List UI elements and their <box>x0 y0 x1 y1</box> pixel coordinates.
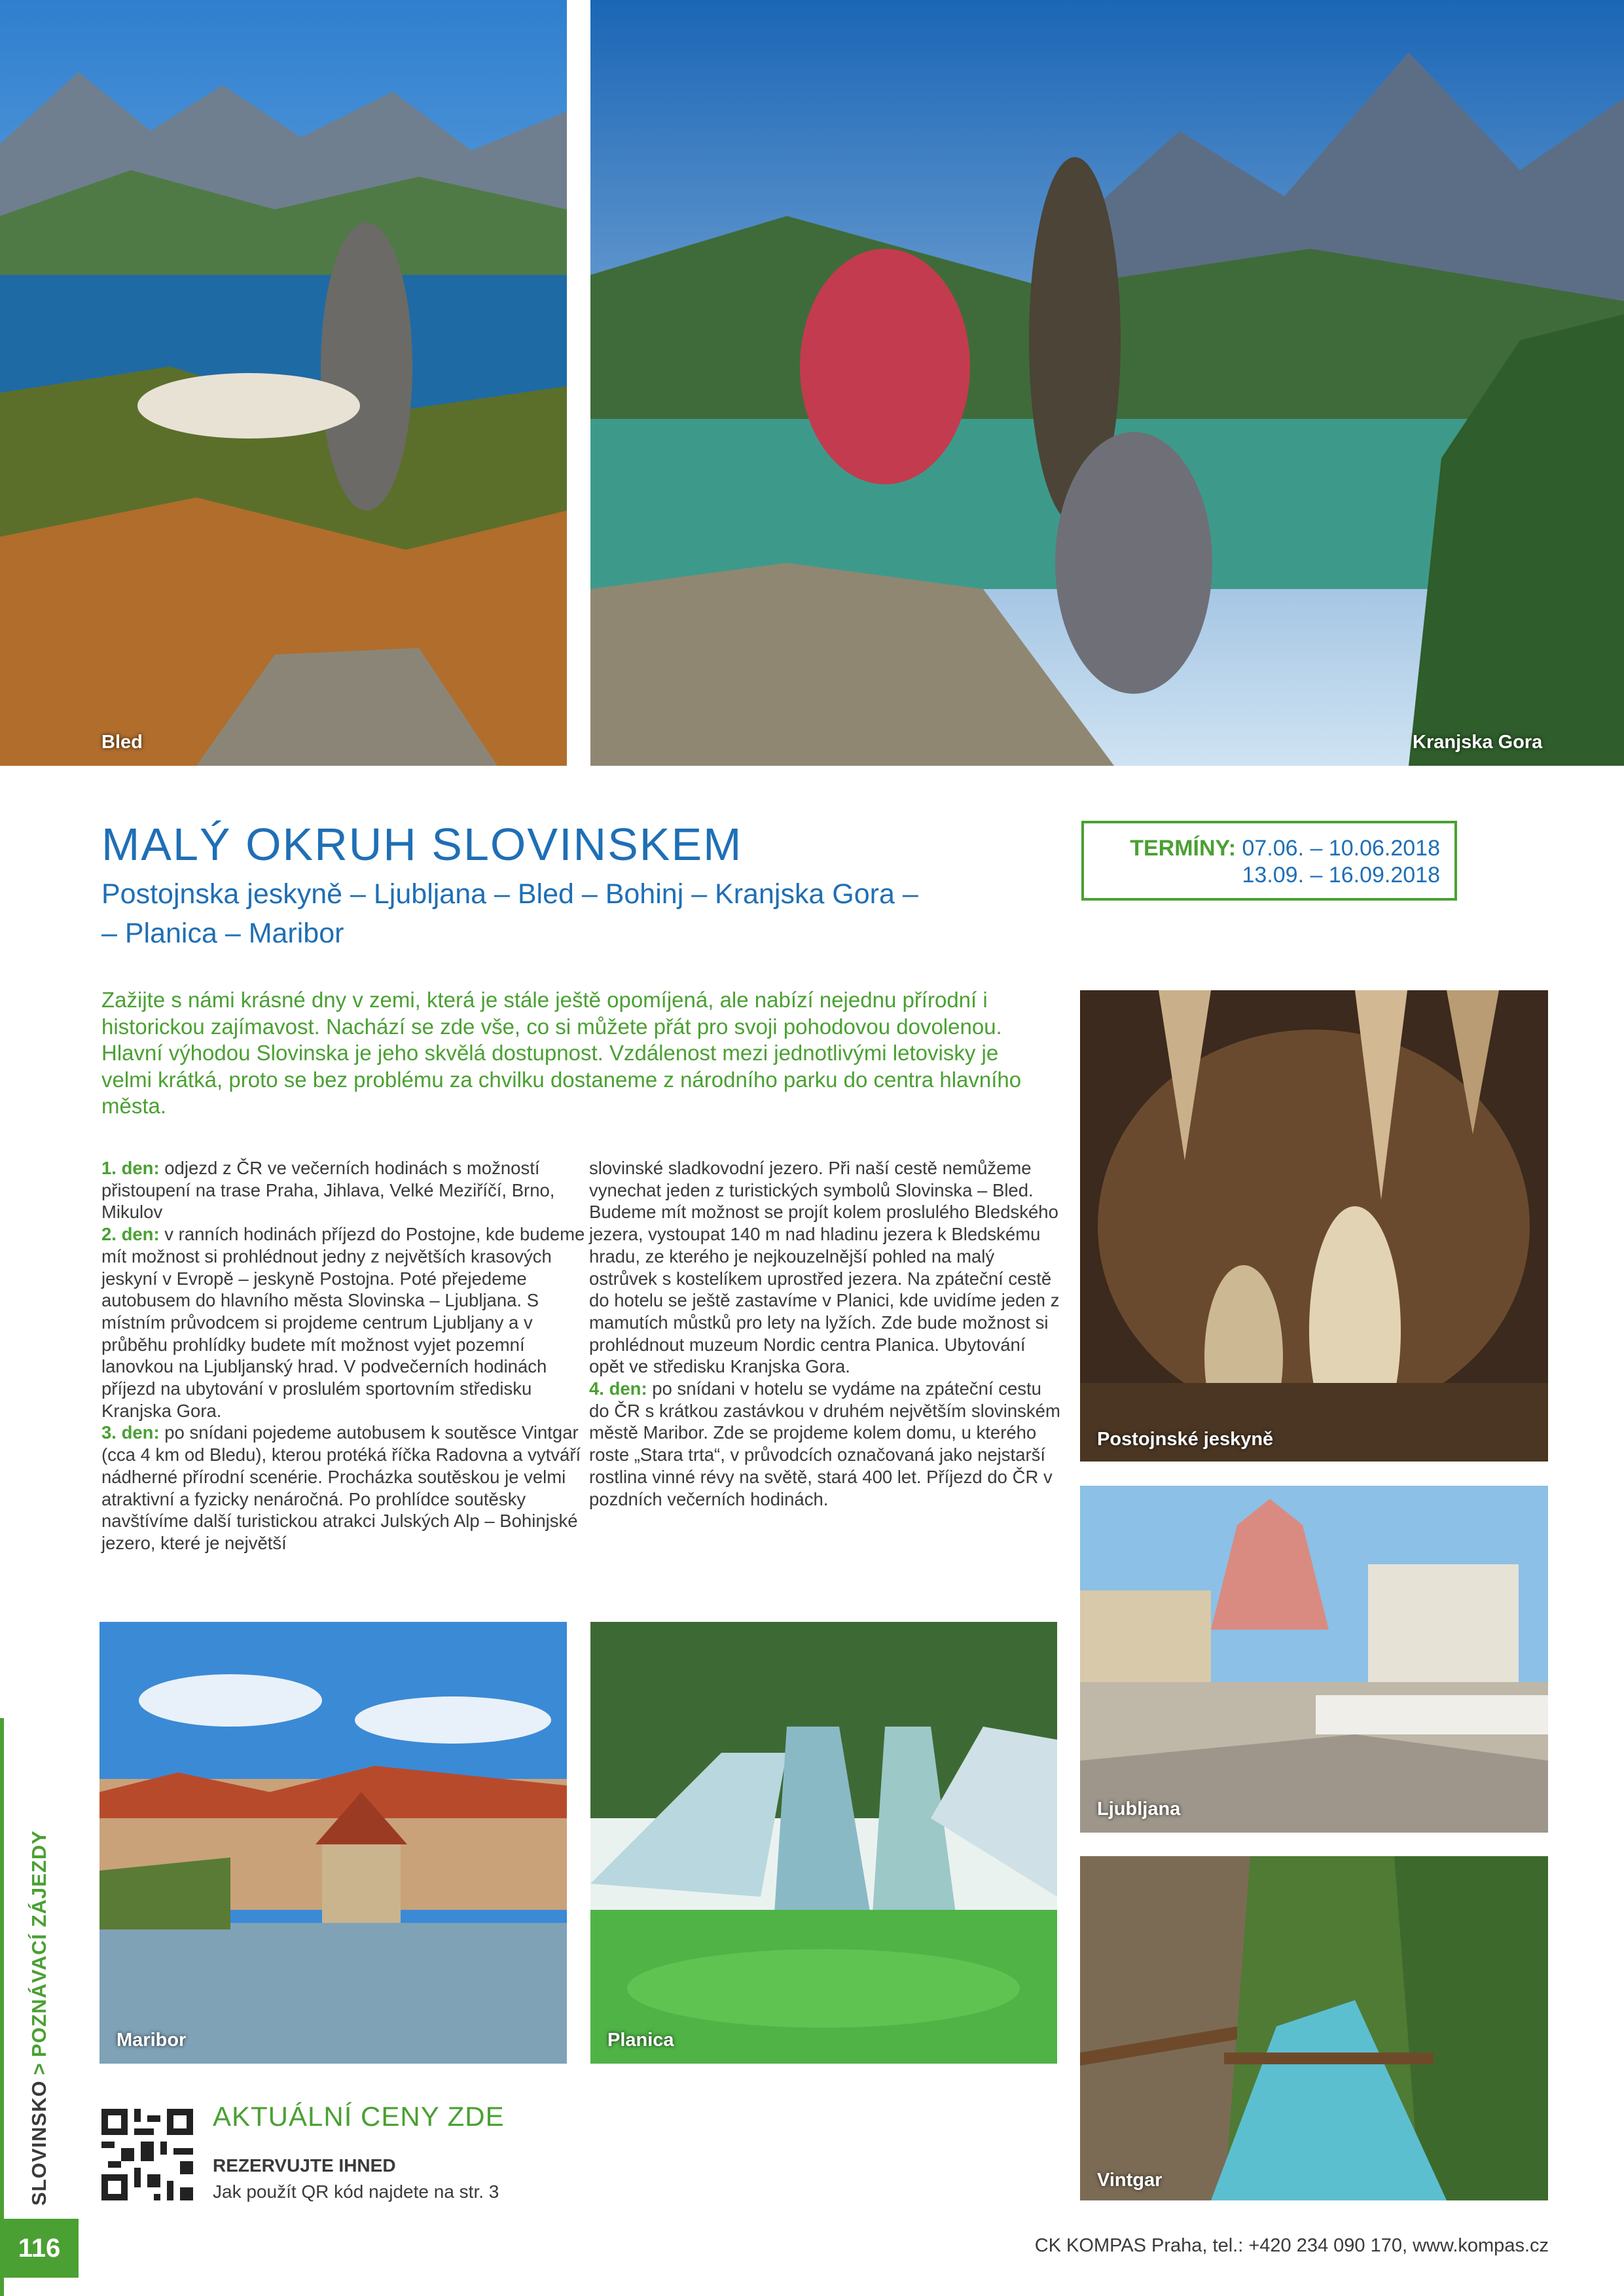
footer-contact: CK KOMPAS Praha, tel.: +420 234 090 170, www.kompas.cz <box>1034 2235 1549 2256</box>
program-column-2 <box>589 1157 1060 1510</box>
day-3-label: 3. den: <box>101 1422 160 1443</box>
page-title: MALÝ OKRUH SLOVINSKEM <box>101 819 743 870</box>
qr-code-icon[interactable] <box>101 2109 193 2200</box>
day-2-text: v ranních hodinách příjezd do Postojne, kde budeme mít možnost si prohlédnout jedny z největších krasových jeskyní v Evropě – jeskyně Postojna. Poté přejedeme autobusem do hlavního města Slovinska – Ljubljana. S místním průvodcem si projdeme centrum Ljubljany a v průběhu prohlídky budete mít možnost vyjet pozemní lanovkou na Ljubljanský hrad. V podvečerních hodinách příjezd na ubytování v proslulém sportovním středisku Kranjska Gora. <box>101 1224 585 1421</box>
day-4-text: po snídani v hotelu se vydáme na zpáteční cestu do ČR s krátkou zastávkou v druhém největším slovinském městě Maribor. Zde se projdeme kolem domu, u kterého roste „Stara trta“, v průvodcích označovaná jako nejstarší rostlina vinné révy na světě, stará 400 let. Příjezd do ČR v pozdních večerních hodinách. <box>589 1378 1060 1509</box>
route-line-1: Postojnska jeskyně – Ljubljana – Bled – Bohinj – Kranjska Gora – <box>101 878 918 910</box>
page-number: 116 <box>0 2219 79 2278</box>
caption-ljubljana: Ljubljana <box>1097 1799 1181 1820</box>
photo-planica <box>590 1622 1057 2064</box>
section-separator: > <box>27 2062 50 2075</box>
program-column-1 <box>101 1157 589 1554</box>
planica-image <box>590 1622 1057 2064</box>
day-1-label: 1. den: <box>101 1158 160 1178</box>
photo-vintgar <box>1080 1856 1548 2200</box>
qr-note: Jak použít QR kód najdete na str. 3 <box>213 2181 499 2202</box>
bled-image <box>0 0 567 766</box>
route-line-2: – Planica – Maribor <box>101 918 344 949</box>
photo-postojna <box>1080 990 1548 1462</box>
route-subtitle <box>101 874 1031 953</box>
day-1-text: odjezd z ČR ve večerních hodinách s možností přistoupení na trase Praha, Jihlava, Velké Meziříčí, Brno, Mikulov <box>101 1158 555 1223</box>
photo-bled <box>0 0 567 766</box>
caption-maribor: Maribor <box>117 2030 187 2051</box>
caption-planica: Planica <box>607 2030 674 2051</box>
terms-box <box>1081 821 1457 901</box>
photo-ljubljana <box>1080 1486 1548 1833</box>
section-category: POZNÁVACÍ ZÁJEZDY <box>27 1830 50 2058</box>
day-4-label: 4. den: <box>589 1378 647 1399</box>
caption-postojna: Postojnské jeskyně <box>1097 1429 1274 1450</box>
postojna-image <box>1080 990 1548 1462</box>
photo-kranjska-gora <box>590 0 1624 766</box>
vintgar-image <box>1080 1856 1548 2200</box>
caption-bled: Bled <box>101 732 143 753</box>
reserve-label: REZERVUJTE IHNED <box>213 2155 396 2176</box>
ljubljana-image <box>1080 1486 1548 1833</box>
section-label <box>27 1830 51 2206</box>
section-country: SLOVINSKO <box>27 2080 50 2206</box>
terms-date-2: 13.09. – 16.09.2018 <box>1242 863 1440 888</box>
photo-maribor <box>99 1622 567 2064</box>
caption-vintgar: Vintgar <box>1097 2170 1163 2191</box>
day-3-continuation: slovinské sladkovodní jezero. Při naší cestě nemůžeme vynechat jeden z turistických symbolů Slovinska – Bled. Budeme mít možnost se projít kolem proslulého Bledského jezera, vystoupat 140 m nad hladinu jezera k Bledskému hradu, ze kterého je nejkouzelnější pohled na malý ostrůvek s kostelíkem uprostřed jezera. Na zpáteční cestě do hotelu se ještě zastavíme v Planici, kde uvidíme jeden z mamutích můstků pro lety na lyžích. Zde bude možnost si prohlédnout muzeum Nordic centra Planica. Ubytování opět ve středisku Kranjska Gora. <box>589 1158 1060 1377</box>
caption-kranjska-gora: Kranjska Gora <box>1413 732 1543 753</box>
prices-title[interactable]: AKTUÁLNÍ CENY ZDE <box>213 2101 505 2132</box>
intro-paragraph: Zažijte s námi krásné dny v zemi, která je stále ještě opomíjená, ale nabízí nejednu přírodní i historickou zajímavost. Nachází se zde vše, co si můžete přát pro svoji pohodovou dovolenou. Hlavní výhodou Slovinska je jeho skvělá dostupnost. Vzdálenost mezi jednotlivými letovisky je velmi krátká, proto se bez problému za chvilku dostaneme z národního parku do centra hlavního města. <box>101 988 1022 1118</box>
day-3-text: po snídani pojedeme autobusem k soutěsce Vintgar (cca 4 km od Bledu), kterou protéká říčka Radovna a vytváří nádherné přírodní scenérie. Procházka soutěskou je velmi atraktivní a fyzicky nenáročná. Po prohlídce soutěsky navštívíme další turistickou atrakci Julských Alp – Bohinjské jezero, které je největší <box>101 1422 581 1553</box>
terms-date-1: 07.06. – 10.06.2018 <box>1242 836 1440 861</box>
day-2-label: 2. den: <box>101 1224 160 1245</box>
terms-label: TERMÍNY: <box>1130 836 1236 861</box>
maribor-image <box>99 1622 567 2064</box>
kranjska-gora-image <box>590 0 1624 766</box>
sidebar-accent-bar <box>0 1718 4 2296</box>
